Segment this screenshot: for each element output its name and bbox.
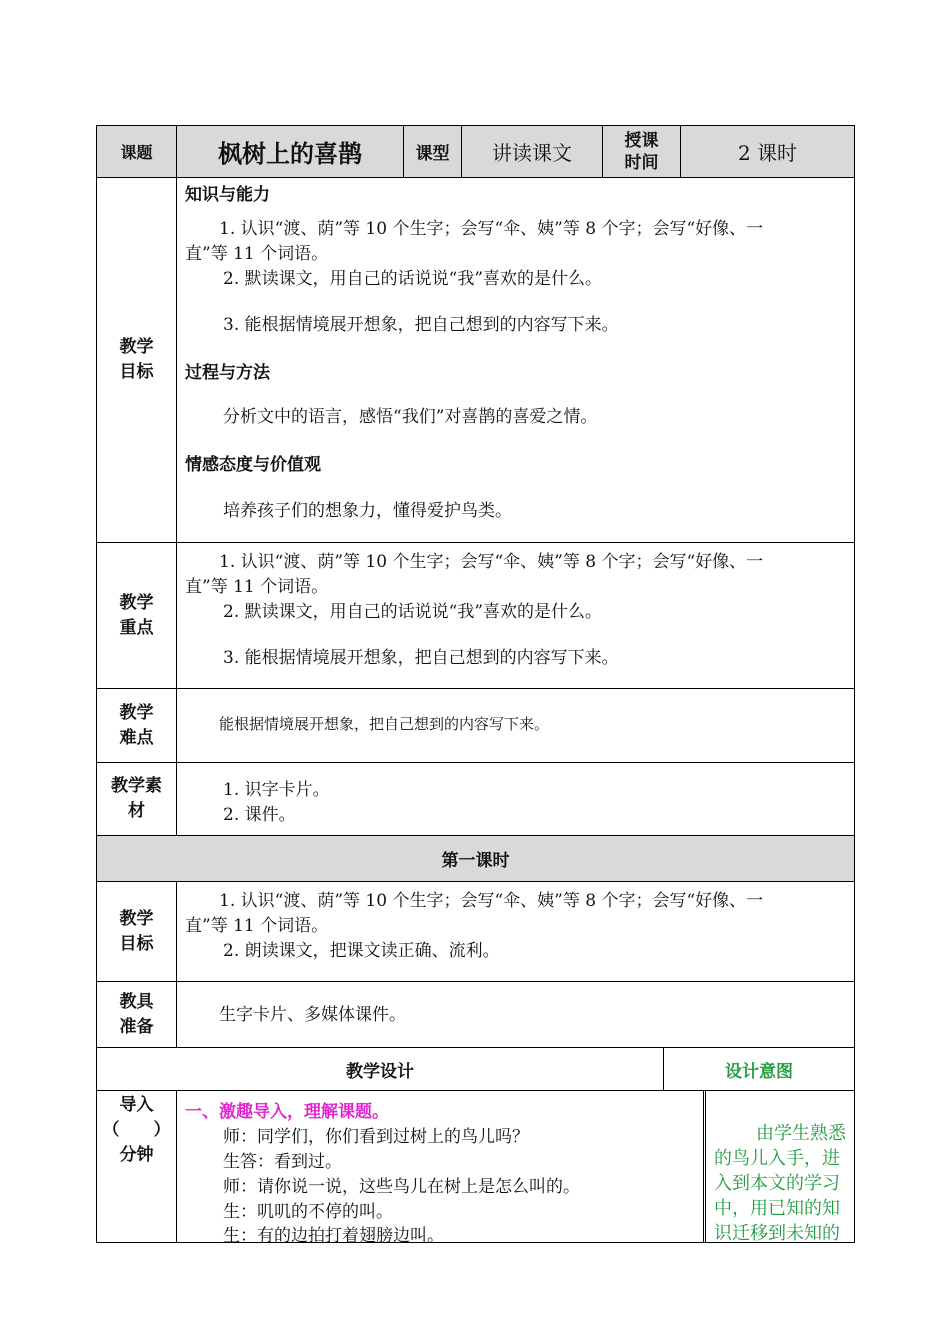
material-2: 2. 课件。: [223, 805, 296, 825]
lesson1-objective-1b: 直”等 11 个词语。: [185, 916, 329, 936]
tools-text: 生字卡片、多媒体课件。: [219, 1005, 406, 1025]
material-1: 1. 识字卡片。: [223, 780, 330, 800]
objective-2: 2. 默读课文，用自己的话说说“我”喜欢的是什么。: [223, 269, 603, 289]
materials-label-1: 教学素: [111, 776, 162, 796]
key-points-content: [177, 543, 854, 688]
intent-line: 的鸟儿入手，进: [714, 1148, 840, 1169]
difficulty-text: 能根据情境展开想象，把自己想到的内容写下来。: [219, 715, 550, 733]
label-time-line1: 授课: [624, 130, 659, 151]
step-label-3: 分钟: [119, 1145, 154, 1165]
heading-process: 过程与方法: [185, 363, 270, 383]
title-row: [96, 125, 855, 178]
intent-line: 识迁移到未知的: [714, 1223, 840, 1244]
lesson1-objectives-label: [97, 882, 177, 981]
lesson1-heading-row: [96, 836, 855, 882]
tools-row: [96, 982, 855, 1048]
heading-knowledge: 知识与能力: [185, 185, 270, 205]
lesson1-objectives-content: [177, 882, 854, 981]
objective-3: 3. 能根据情境展开想象，把自己想到的内容写下来。: [223, 315, 619, 335]
lesson1-objective-2: 2. 朗读课文，把课文读正确、流利。: [223, 941, 500, 961]
design-heading: 教学设计: [97, 1048, 664, 1090]
dialogue-line: 师：同学们，你们看到过树上的鸟儿吗？: [223, 1127, 529, 1147]
intent-line: 由学生熟悉: [756, 1123, 846, 1144]
intent-line: 入到本文的学习: [714, 1173, 840, 1194]
step-label-2: （ ）: [102, 1120, 171, 1140]
objectives-row: [96, 178, 855, 543]
key-points-label-2: 重点: [119, 617, 154, 638]
tools-label-2: 准备: [119, 1016, 154, 1037]
design-content-row: [96, 1091, 855, 1246]
label-title: 课题: [97, 126, 177, 177]
lesson1-heading: 第一课时: [441, 851, 510, 871]
intent-heading: 设计意图: [725, 1061, 793, 1082]
lesson1-objectives-label-2: 目标: [119, 933, 154, 954]
lesson1-objectives-label-1: 教学: [119, 908, 154, 929]
attitude-text: 培养孩子们的想象力，懂得爱护鸟类。: [223, 501, 512, 521]
materials-row: [96, 763, 855, 836]
key-points-label: [97, 543, 177, 688]
lesson1-objective-1a: 1. 认识“渡、荫”等 10 个生字；会写“伞、姨”等 8 个字；会写“好像、一: [219, 891, 764, 911]
tools-content: [177, 982, 854, 1047]
design-content: [177, 1091, 704, 1246]
difficulty-label-1: 教学: [119, 702, 154, 723]
heading-attitude: 情感态度与价值观: [185, 455, 321, 475]
key-point-2: 2. 默读课文，用自己的话说说“我”喜欢的是什么。: [223, 602, 603, 622]
objective-1b: 直”等 11 个词语。: [185, 244, 329, 264]
lesson1-objectives-row: [96, 882, 855, 982]
intent-line: 中，用已知的知: [714, 1198, 840, 1219]
tools-label: [97, 982, 177, 1047]
design-header-row: [96, 1048, 855, 1091]
difficulty-label: [97, 689, 177, 762]
section-heading: 一、激趣导入，理解课题。: [185, 1102, 389, 1122]
dialogue-line: 生：有的边拍打着翅膀边叫。: [223, 1226, 444, 1246]
objectives-label-2: 目标: [119, 362, 154, 382]
objective-1a: 1. 认识“渡、荫”等 10 个生字；会写“伞、姨”等 8 个字；会写“好像、一: [219, 219, 764, 239]
difficulty-content: [177, 689, 854, 762]
intent-content: [705, 1091, 854, 1242]
tools-label-1: 教具: [119, 991, 154, 1012]
objectives-content: [177, 178, 854, 542]
process-text: 分析文中的语言，感悟“我们”对喜鹊的喜爱之情。: [223, 407, 598, 427]
lesson-type: 讲读课文: [462, 126, 603, 177]
difficulty-label-2: 难点: [119, 727, 154, 748]
materials-label-2: 材: [128, 801, 145, 821]
label-type: 课型: [404, 126, 462, 177]
key-points-row: [96, 543, 855, 689]
objectives-label-1: 教学: [119, 337, 154, 357]
dialogue-line: 师：请你说一说，这些鸟儿在树上是怎么叫的。: [223, 1177, 580, 1197]
key-point-1b: 直”等 11 个词语。: [185, 577, 329, 597]
difficulty-row: [96, 689, 855, 763]
step-label: [97, 1091, 177, 1242]
key-point-3: 3. 能根据情境展开想象，把自己想到的内容写下来。: [223, 648, 619, 668]
lesson-time: 2 课时: [737, 141, 798, 165]
lesson-title: 枫树上的喜鹊: [177, 126, 404, 177]
objectives-label: [97, 178, 177, 542]
dialogue-line: 生答：看到过。: [223, 1152, 342, 1172]
materials-content: [177, 763, 854, 835]
label-time-line2: 时间: [624, 152, 659, 173]
key-points-label-1: 教学: [119, 592, 154, 613]
key-point-1a: 1. 认识“渡、荫”等 10 个生字；会写“伞、姨”等 8 个字；会写“好像、一: [219, 552, 764, 572]
label-time: [603, 126, 681, 177]
dialogue-line: 生：叽叽的不停的叫。: [223, 1202, 393, 1222]
materials-label: [97, 763, 177, 835]
step-label-1: 导入: [119, 1095, 154, 1115]
lesson-plan-table: [96, 125, 855, 1246]
